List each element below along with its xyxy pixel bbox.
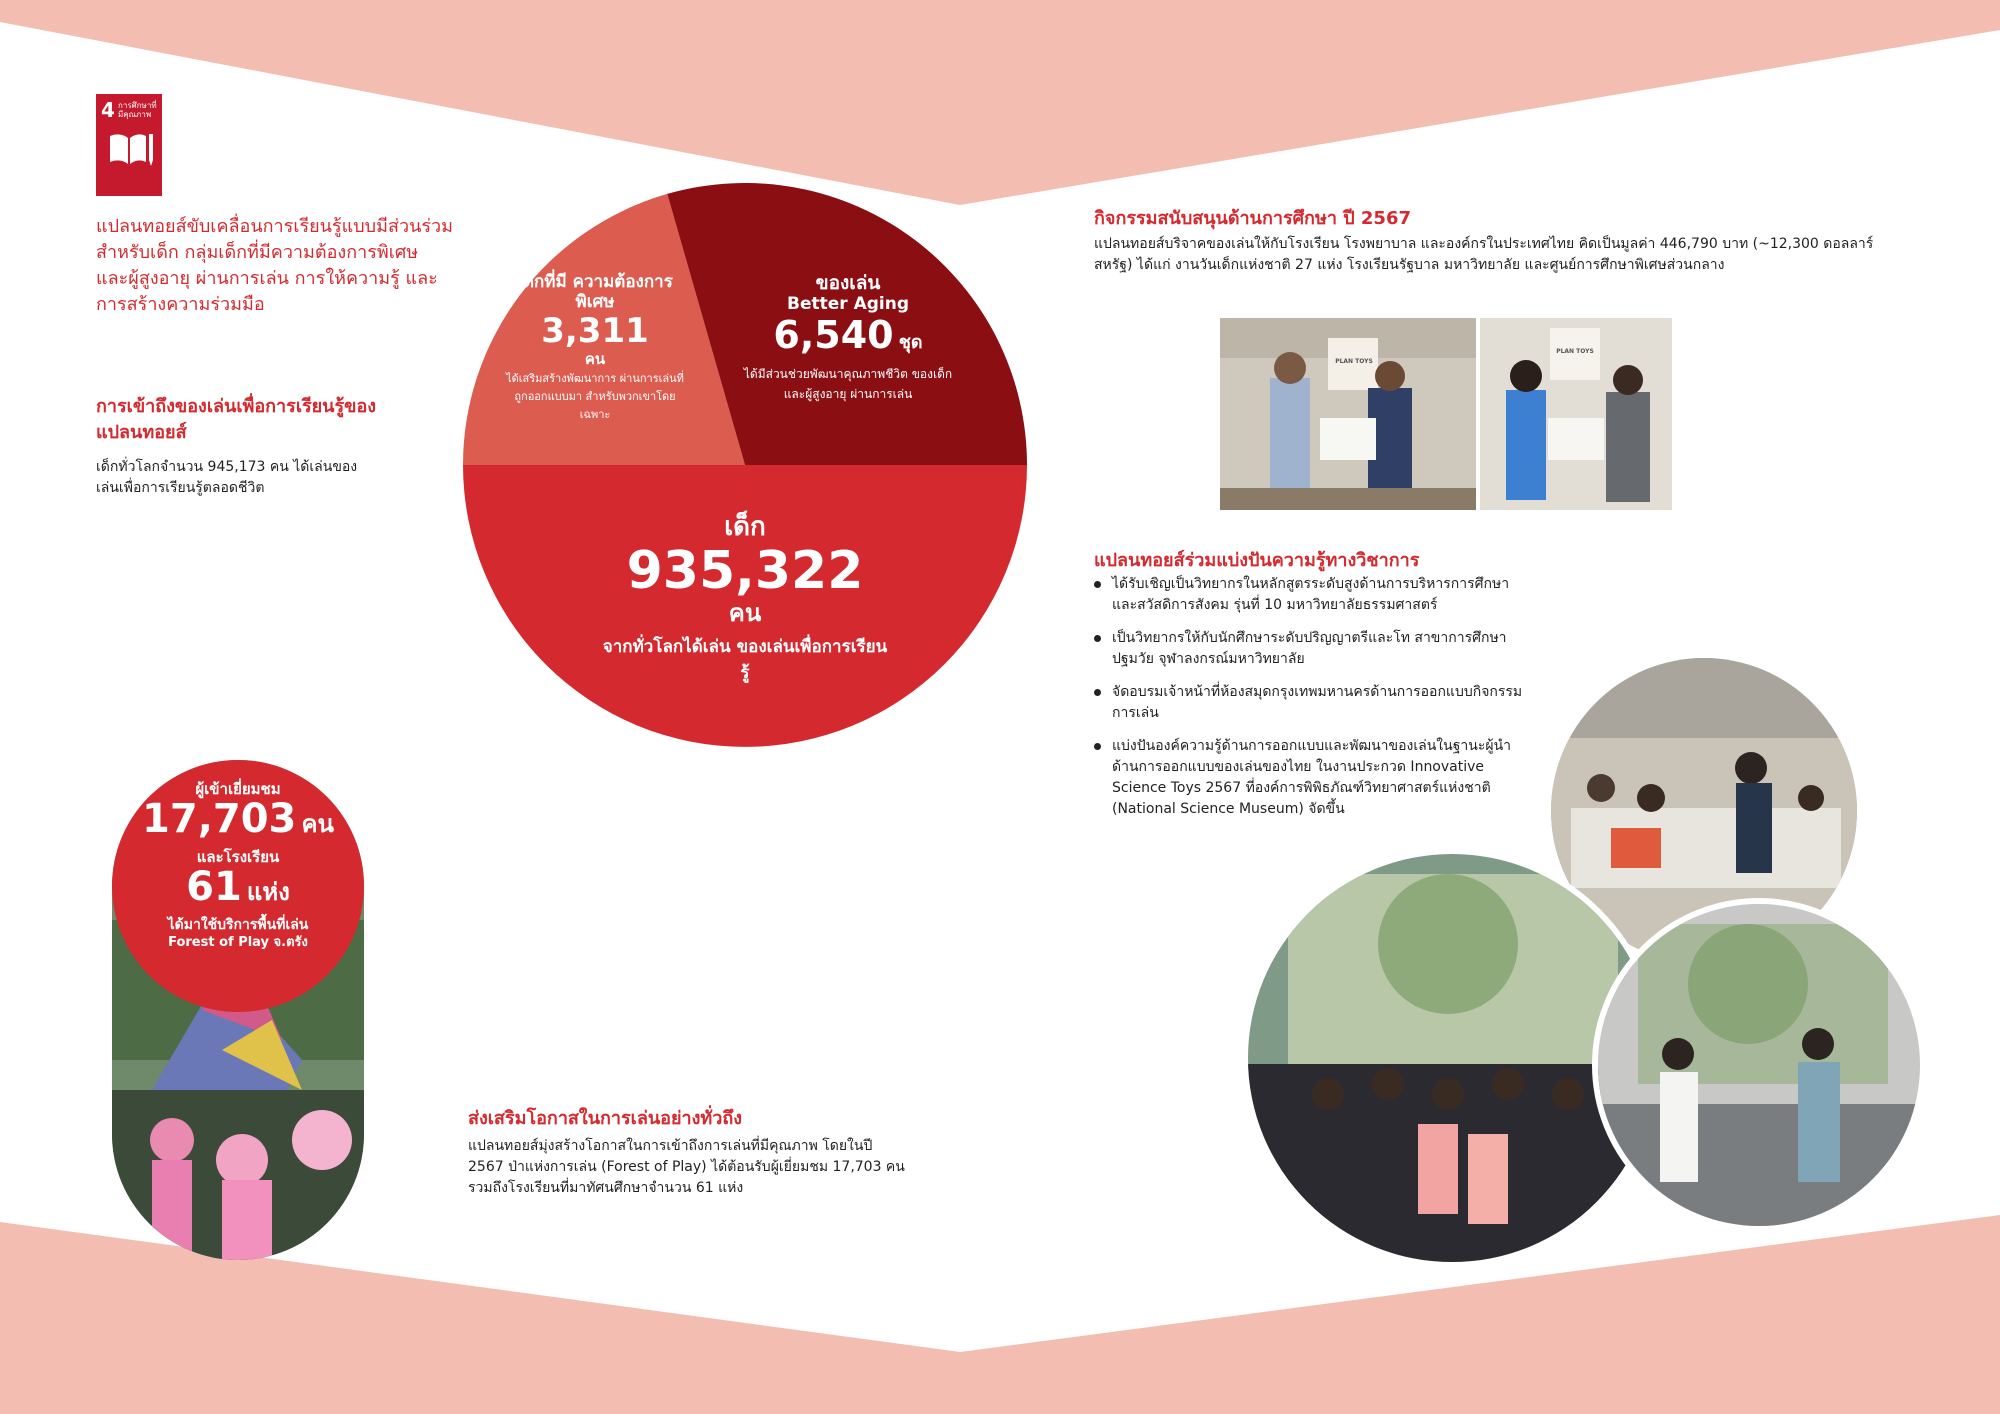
promote-body: แปลนทอยส์มุ่งสร้างโอกาสในการเข้าถึงการเล่นที่มีคุณภาพ โดยในปี 2567 ป่าแห่งการเล่น (Forest of Play) ได้ต้อนรับผู้เยี่ยมชม 17,703 คน รวมถึงโรงเรียนที่มาทัศนศึกษาจำนวน 61 แห่ง [468,1138,905,1196]
visitors-label: ผู้เข้าเยี่ยมชม [195,780,281,798]
aging-title: ของเล่น [815,272,881,294]
knowledge-item: จัดอบรมเจ้าหน้าที่ห้องสมุดกรุงเทพมหานครด้านการออกแบบกิจกรรมการเล่น [1094,682,1524,724]
knowledge-item: ได้รับเชิญเป็นวิทยากรในหลักสูตรระดับสูงด้านการบริหารการศึกษา และสวัสดิการสังคม รุ่นที่ 10 มหาวิทยาลัยธรรมศาสตร์ [1094,574,1524,616]
children-title: เด็ก [724,512,766,542]
promote-heading: ส่งเสริมโอกาสในการเล่นอย่างทั่วถึง [468,1108,743,1129]
sdg-title: การศึกษาที่มีคุณภาพ [118,101,157,119]
pie-label-aging [738,272,958,404]
visitors-place: Forest of Play จ.ตรัง [168,935,308,950]
access-heading: การเข้าถึงของเล่นเพื่อการเรียนรู้ของแปลนทอยส์ [96,396,377,443]
visitors-badge [112,760,364,1012]
aging-unit: ชุด [898,332,923,353]
visitors-unit: คน [301,810,334,838]
activities-body: แปลนทอยส์บริจาคของเล่นให้กับโรงเรียน โรงพยาบาล และองค์กรในประเทศไทย คิดเป็นมูลค่า 446,790 บาท (~12,300 ดอลลาร์สหรัฐ) ได้แก่ งานวันเด็กแห่งชาติ 27 แห่ง โรงเรียนรัฐบาล มหาวิทยาลัย และศูนย์การศึกษาพิเศษส่วนกลาง [1094,236,1874,273]
book-pencil-icon [108,128,154,168]
presentation-photo [1592,898,1926,1232]
plan-toys-sign-right: PLAN TOYS [1556,348,1594,355]
sdg-goal-tile [96,94,162,196]
visitors-desc: ได้มาใช้บริการพื้นที่เล่น [167,917,309,933]
donation-photo-right [1480,318,1672,510]
sdg-number: 4 [101,98,115,122]
intro-text: แปลนทอยส์ขับเคลื่อนการเรียนรู้แบบมีส่วนร่วม สำหรับเด็ก กลุ่มเด็กที่มีความต้องการพิเศษ และผู้สูงอายุ ผ่านการเล่น การให้ความรู้ และการสร้างความร่วมมือ [96,216,454,315]
schools-unit: แห่ง [246,878,290,906]
children-value: 935,322 [626,541,864,601]
activities-heading: กิจกรรมสนับสนุนด้านการศึกษา ปี 2567 [1094,208,1411,229]
aging-desc: ได้มีส่วนช่วยพัฒนาคุณภาพชีวิต ของเด็กและผู้สูงอายุ ผ่านการเล่น [743,367,953,401]
knowledge-list [1094,574,1524,832]
special-title: เด็กที่มี ความต้องการพิเศษ [517,272,673,312]
special-unit: คน [584,350,606,368]
special-value: 3,311 [541,311,649,351]
schools-label: และโรงเรียน [196,848,280,866]
aging-subtitle: Better Aging [787,294,909,314]
pie-label-special [500,272,690,424]
knowledge-heading: แปลนทอยส์ร่วมแบ่งปันความรู้ทางวิชาการ [1094,550,1420,571]
knowledge-item: แบ่งปันองค์ความรู้ด้านการออกแบบและพัฒนาของเล่นในฐานะผู้นำด้านการออกแบบของเล่นของไทย ในงานประกวด Innovative Science Toys 2567 ที่องค์การพิพิธภัณฑ์วิทยาศาสตร์แห่งชาติ (National Science Museum) จัดขึ้น [1094,736,1524,820]
donation-photo-left [1220,318,1476,510]
children-unit: คน [728,599,762,627]
aging-value: 6,540 [773,313,894,357]
special-desc: ได้เสริมสร้างพัฒนาการ ผ่านการเล่นที่ถูกออกแบบมา สำหรับพวกเขาโดยเฉพาะ [506,372,684,421]
plan-toys-sign-left: PLAN TOYS [1335,358,1373,365]
visitors-value: 17,703 [142,796,297,842]
children-desc: จากทั่วโลกได้เล่น ของเล่นเพื่อการเรียนรู้ [602,637,888,683]
pie-label-children [600,512,890,686]
schools-value: 61 [186,864,242,910]
access-body: เด็กทั่วโลกจำนวน 945,173 คน ได้เล่นของเล่นเพื่อการเรียนรู้ตลอดชีวิต [96,459,358,496]
knowledge-item: เป็นวิทยากรให้กับนักศึกษาระดับปริญญาตรีและโท สาขาการศึกษาปฐมวัย จุฬาลงกรณ์มหาวิทยาลัย [1094,628,1524,670]
